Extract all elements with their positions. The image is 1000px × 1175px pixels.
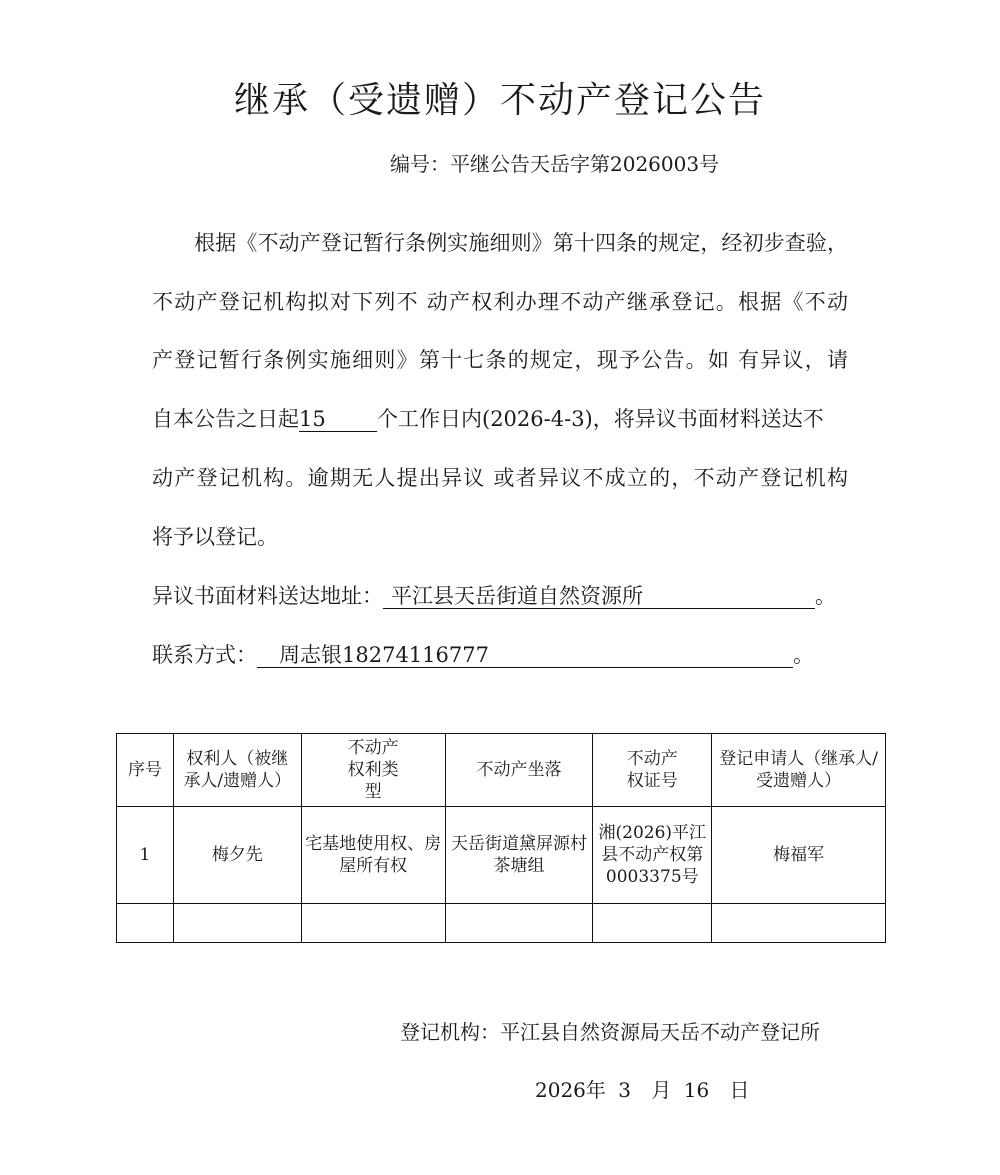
- month-label: 月: [651, 1078, 672, 1102]
- contact-line: [152, 640, 848, 670]
- page-title: 继承（受遗赠）不动产登记公告: [233, 80, 766, 121]
- announcement-date: [535, 1074, 750, 1103]
- date-day: 16: [683, 1078, 710, 1102]
- objection-suffix: 个工作日内(2026-4-3)，将异议书面材料送达不: [377, 407, 824, 431]
- address-label: 异议书面材料送达地址：: [152, 584, 383, 608]
- header-cell: 不动产坐落: [445, 734, 593, 807]
- address-line: [152, 581, 848, 611]
- cell-location: 天岳街道黛屏源村茶塘组: [445, 807, 593, 904]
- cell-certificate: 湘(2026)平江县不动产权第0003375号: [593, 807, 712, 904]
- body-line-1: 根据《不动产登记暂行条例实施细则》第十四条的规定，经初步查验，: [152, 231, 848, 255]
- objection-prefix: 自本公告之日起: [152, 407, 299, 431]
- header-cell: 序号: [117, 734, 174, 807]
- contact-end: 。: [793, 643, 814, 667]
- table-row: [117, 807, 886, 904]
- objection-days: 15: [299, 407, 377, 432]
- registration-authority: 登记机构：平江县自然资源局天岳不动产登记所: [400, 1020, 820, 1044]
- body-line-3: 产登记暂行条例实施细则》第十七条的规定，现予公告。如 有异议，请: [152, 348, 848, 372]
- header-cell: 登记申请人（继承人/受遗赠人）: [712, 734, 886, 807]
- contact-value: 周志银18274116777: [257, 643, 793, 668]
- document-number: 编号：平继公告天岳字第2026003号: [390, 152, 720, 176]
- body-line-6: 将予以登记。: [152, 525, 278, 549]
- date-month: 3: [618, 1078, 631, 1102]
- registration-table: [116, 733, 886, 943]
- body-line-4: [152, 404, 848, 434]
- cell-owner: 梅夕先: [173, 807, 301, 904]
- date-year: 2026年: [535, 1078, 606, 1102]
- address-end: 。: [815, 584, 836, 608]
- table-header-row: [117, 734, 886, 807]
- header-cell: 不动产权证号: [593, 734, 712, 807]
- address-value: 平江县天岳街道自然资源所: [383, 584, 815, 609]
- header-cell: 不动产权利类型: [301, 734, 445, 807]
- contact-label: 联系方式：: [152, 643, 257, 667]
- cell-index: 1: [117, 807, 174, 904]
- table-row-empty: [117, 904, 886, 943]
- cell-applicant: 梅福军: [712, 807, 886, 904]
- header-cell: 权利人（被继承人/遗赠人）: [173, 734, 301, 807]
- day-label: 日: [729, 1078, 750, 1102]
- body-line-2: 不动产登记机构拟对下列不 动产权利办理不动产继承登记。根据《不动: [152, 290, 848, 314]
- body-line-5: 动产登记机构。逾期无人提出异议 或者异议不成立的，不动产登记机构: [152, 466, 848, 490]
- cell-right-type: 宅基地使用权、房屋所有权: [301, 807, 445, 904]
